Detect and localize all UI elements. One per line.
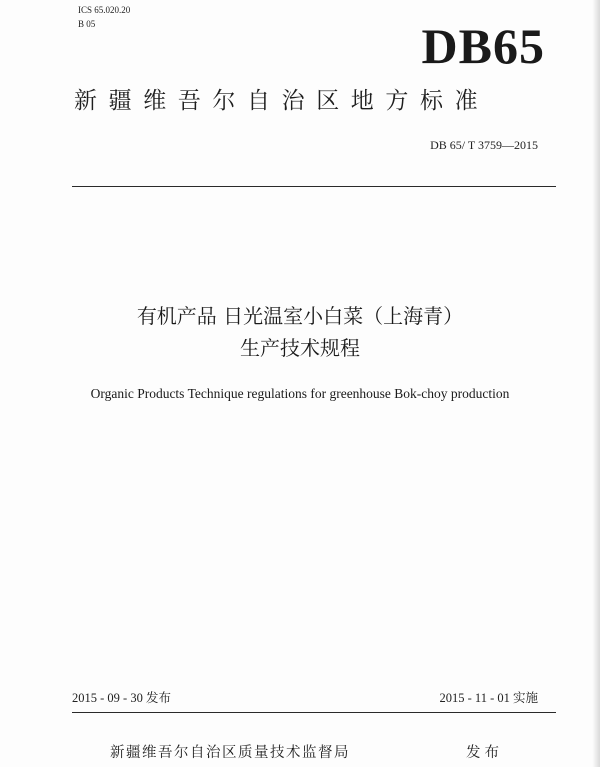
bottom-divider — [72, 712, 556, 713]
scan-shadow-edge — [592, 0, 600, 767]
issue-date: 2015 - 09 - 30 发布 — [72, 691, 171, 705]
standard-code-logo: DB65 — [421, 18, 545, 74]
standard-type-heading: 新疆维吾尔自治区地方标准 — [74, 88, 490, 114]
implementation-date: 2015 - 11 - 01 实施 — [439, 691, 538, 705]
ics-code: ICS 65.020.20 — [78, 5, 131, 15]
standard-number: DB 65/ T 3759—2015 — [430, 138, 538, 152]
chinese-title-line-1: 有机产品 日光温室小白菜（上海青） — [136, 304, 464, 328]
top-divider — [72, 186, 556, 187]
ccs-code: B 05 — [78, 19, 96, 29]
chinese-title-line-2: 生产技术规程 — [240, 336, 360, 360]
publish-label: 发布 — [466, 745, 503, 761]
chinese-title — [0, 300, 600, 364]
issuing-authority: 新疆维吾尔自治区质量技术监督局 — [110, 745, 350, 761]
english-title: Organic Products Technique regulations for greenhouse Bok-choy production — [90, 386, 510, 401]
